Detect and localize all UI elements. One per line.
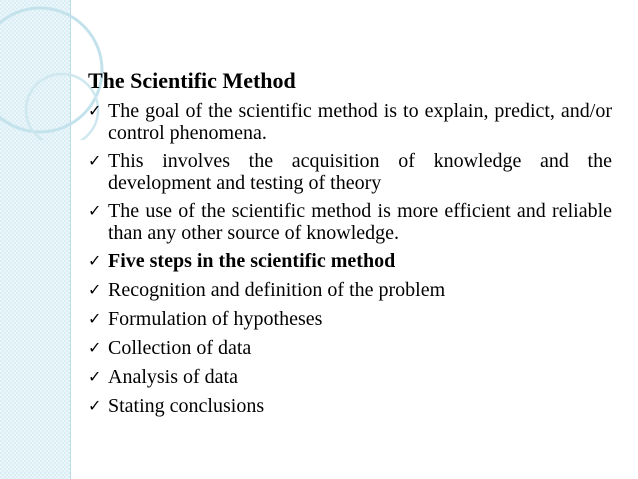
bullet-text: Analysis of data [108, 366, 238, 388]
bullet-text: Recognition and definition of the problem [108, 279, 446, 301]
bullet-text: Formulation of hypotheses [108, 308, 323, 330]
check-bullet-icon: ✓ [88, 396, 102, 415]
check-bullet-icon: ✓ [88, 280, 102, 299]
check-bullet-icon: ✓ [88, 309, 102, 328]
slide-content [88, 68, 612, 424]
check-bullet-icon: ✓ [88, 251, 102, 270]
bullet-list [88, 100, 612, 417]
check-bullet-icon: ✓ [88, 338, 102, 357]
bullet-text: This involves the acquisition of knowledge and the development and testing of theory [108, 150, 612, 194]
bullet-item [88, 395, 612, 417]
bullet-item [88, 337, 612, 359]
check-bullet-icon: ✓ [88, 101, 102, 120]
check-bullet-icon: ✓ [88, 151, 102, 170]
check-bullet-icon: ✓ [88, 367, 102, 386]
bullet-item [88, 308, 612, 330]
bullet-item [88, 150, 612, 194]
bullet-item-heading [88, 250, 612, 272]
bullet-text: The use of the scientific method is more efficient and reliable than any other source of knowledge. [108, 200, 612, 244]
bullet-text: The goal of the scientific method is to explain, predict, and/or control phenomena. [108, 100, 612, 144]
bullet-item [88, 200, 612, 244]
bullet-item [88, 100, 612, 144]
bullet-text: Five steps in the scientific method [108, 250, 396, 272]
bullet-item [88, 366, 612, 388]
decorative-ring-large [0, 8, 102, 132]
bullet-item [88, 279, 612, 301]
bullet-text: Collection of data [108, 337, 252, 359]
slide-title: The Scientific Method [88, 68, 296, 93]
bullet-text: Stating conclusions [108, 395, 265, 417]
check-bullet-icon: ✓ [88, 201, 102, 220]
